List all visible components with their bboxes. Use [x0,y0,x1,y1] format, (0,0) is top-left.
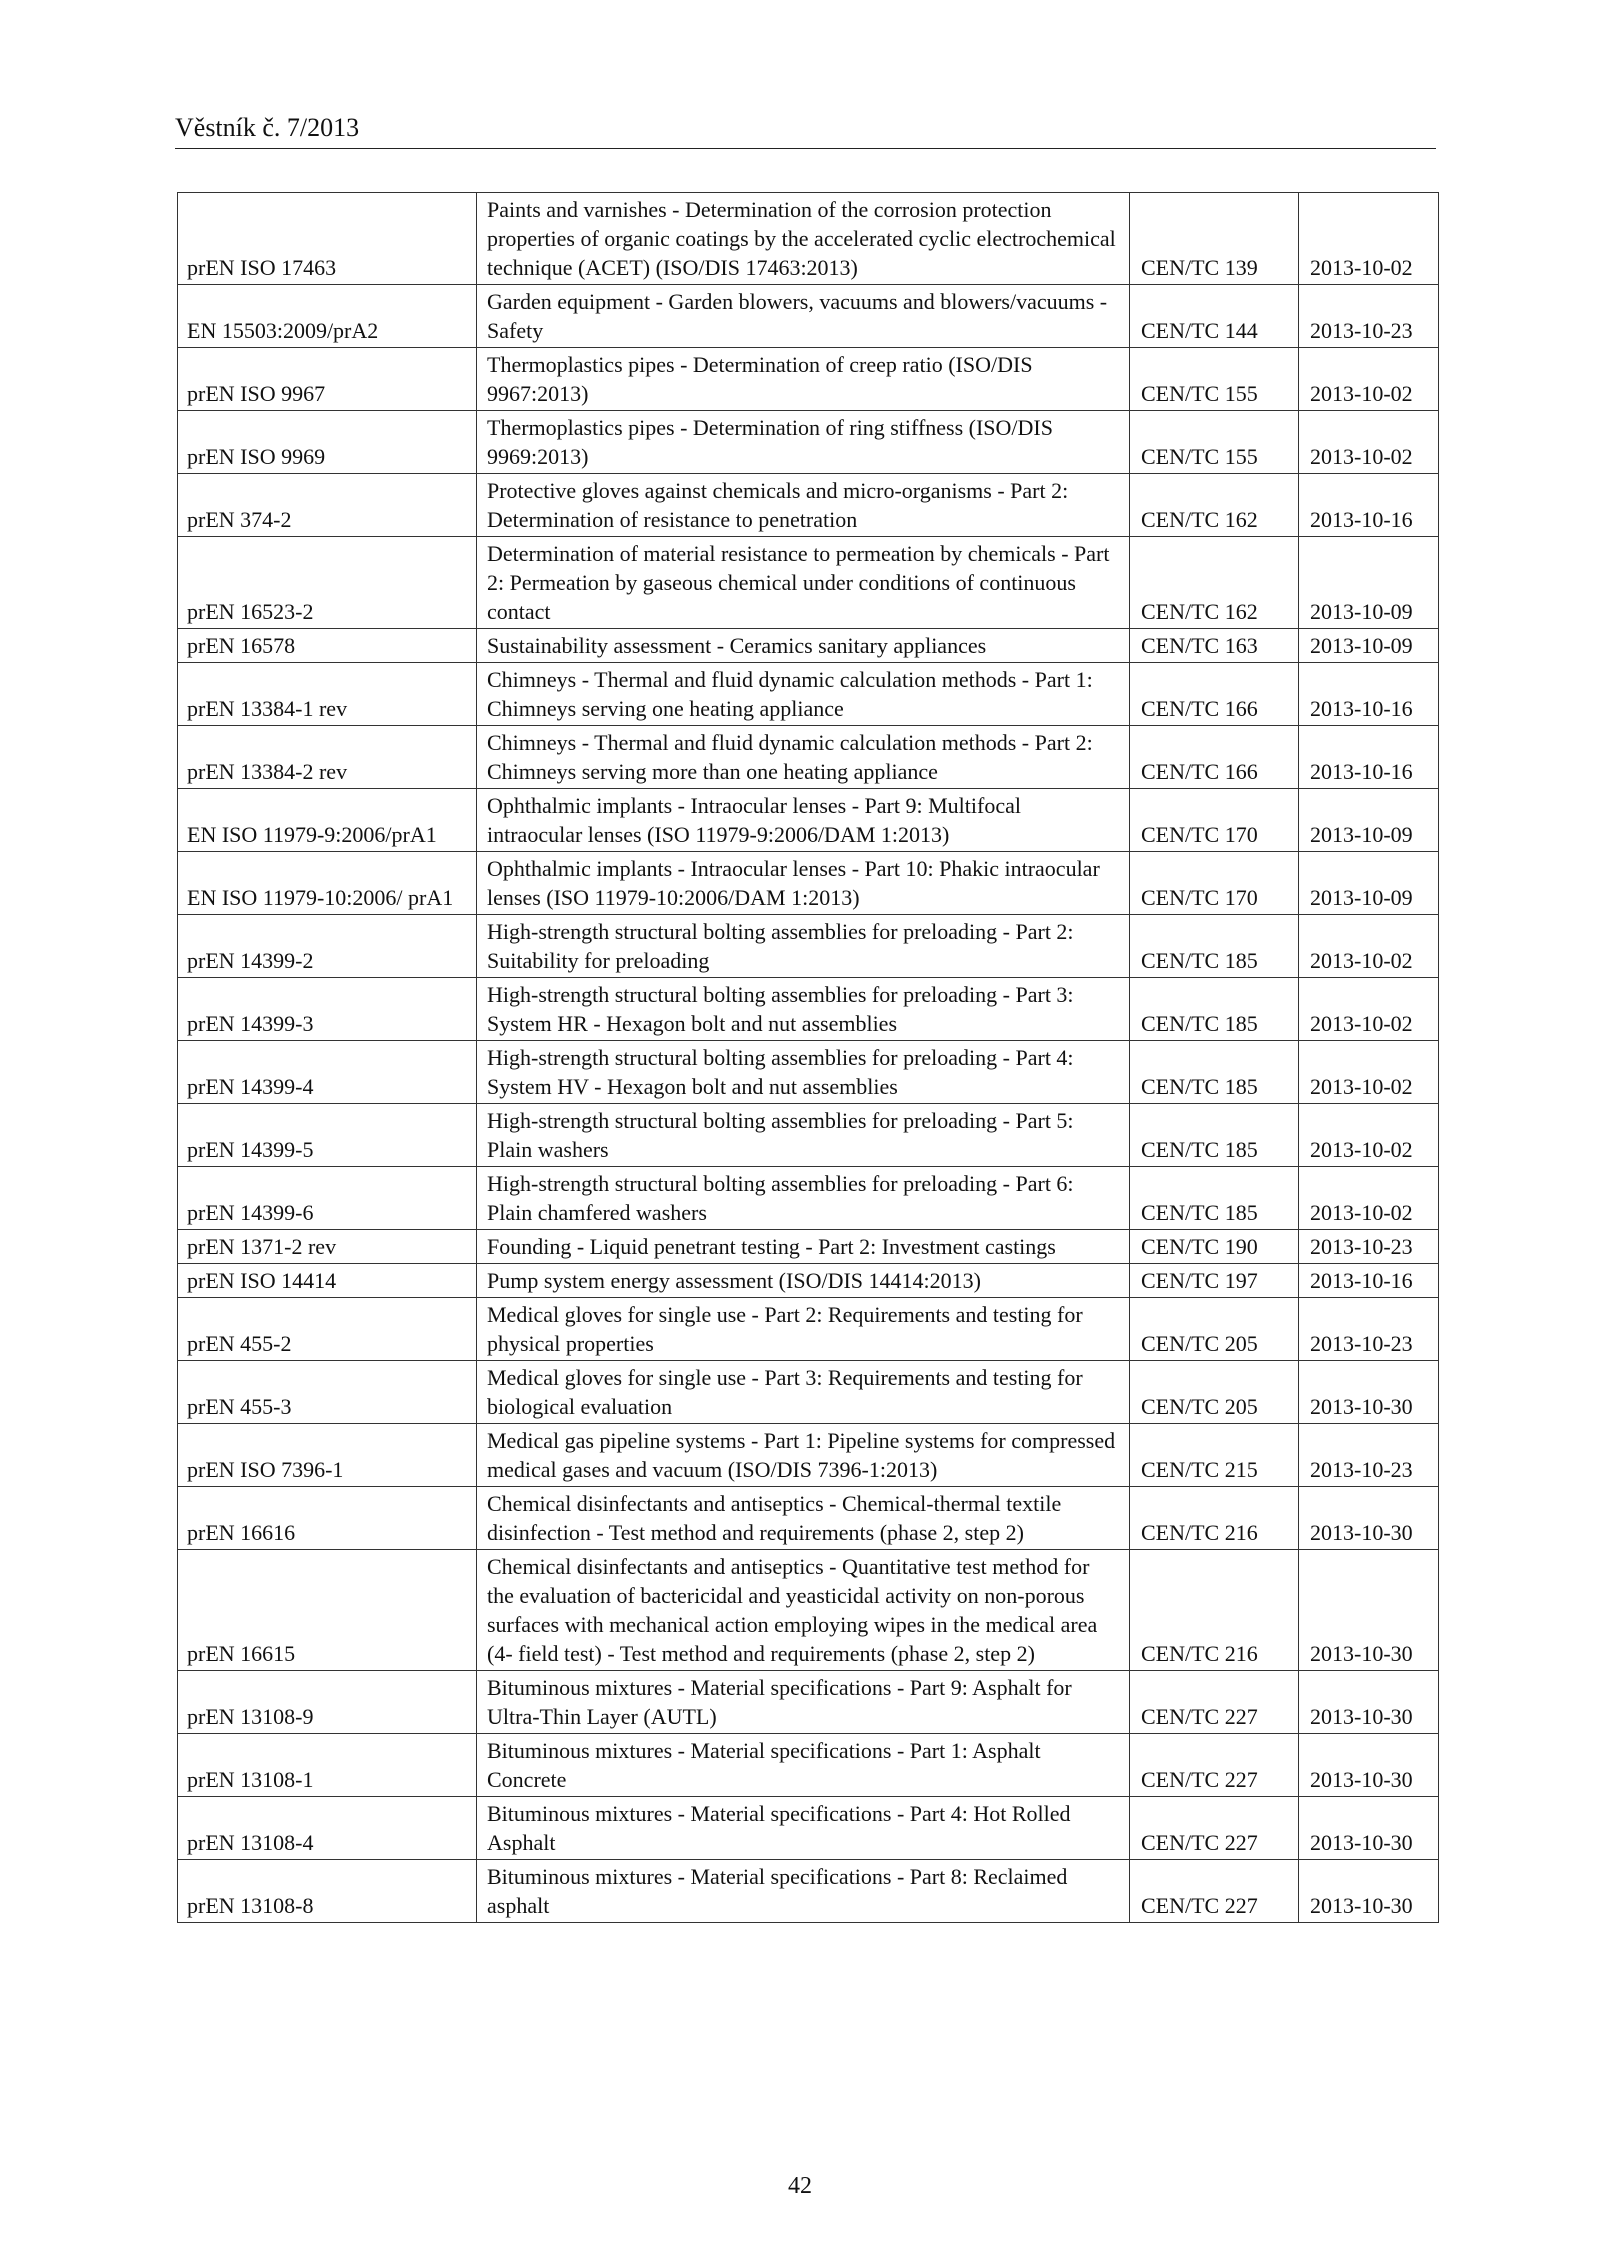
standard-number-cell: prEN 13108-1 [178,1734,477,1797]
standard-title-cell: Bituminous mixtures - Material specifications - Part 4: Hot Rolled Asphalt [477,1797,1130,1860]
table-row [178,1041,1439,1104]
standard-title-cell: Bituminous mixtures - Material specifications - Part 1: Asphalt Concrete [477,1734,1130,1797]
standard-title-cell: Thermoplastics pipes - Determination of ring stiffness (ISO/DIS 9969:2013) [477,411,1130,474]
standard-title-cell: Determination of material resistance to permeation by chemicals - Part 2: Permeation by gaseous chemical under conditions of continuous contact [477,537,1130,629]
deadline-date-cell: 2013-10-09 [1299,629,1439,663]
page-header [175,112,1436,149]
deadline-date-cell: 2013-10-30 [1299,1860,1439,1923]
table-row [178,852,1439,915]
standard-number-cell: prEN ISO 14414 [178,1264,477,1298]
standard-number-cell: prEN 14399-3 [178,978,477,1041]
deadline-date-cell: 2013-10-02 [1299,1041,1439,1104]
standard-title-cell: Bituminous mixtures - Material specifications - Part 9: Asphalt for Ultra-Thin Layer (AUTL) [477,1671,1130,1734]
technical-committee-cell: CEN/TC 205 [1130,1361,1299,1424]
deadline-date-cell: 2013-10-02 [1299,915,1439,978]
table-row [178,474,1439,537]
standard-number-cell: prEN ISO 9967 [178,348,477,411]
standard-title-cell: High-strength structural bolting assemblies for preloading - Part 2: Suitability for preloading [477,915,1130,978]
technical-committee-cell: CEN/TC 185 [1130,978,1299,1041]
deadline-date-cell: 2013-10-30 [1299,1487,1439,1550]
technical-committee-cell: CEN/TC 166 [1130,663,1299,726]
table-row [178,1230,1439,1264]
technical-committee-cell: CEN/TC 163 [1130,629,1299,663]
standard-title-cell: Medical gas pipeline systems - Part 1: Pipeline systems for compressed medical gases and vacuum (ISO/DIS 7396-1:2013) [477,1424,1130,1487]
standard-number-cell: prEN 13108-4 [178,1797,477,1860]
standard-title-cell: Garden equipment - Garden blowers, vacuums and blowers/vacuums - Safety [477,285,1130,348]
deadline-date-cell: 2013-10-02 [1299,1104,1439,1167]
technical-committee-cell: CEN/TC 185 [1130,1167,1299,1230]
standard-title-cell: Medical gloves for single use - Part 3: Requirements and testing for biological evaluation [477,1361,1130,1424]
page-number: 42 [788,2173,812,2199]
deadline-date-cell: 2013-10-09 [1299,537,1439,629]
table-row [178,726,1439,789]
deadline-date-cell: 2013-10-16 [1299,663,1439,726]
deadline-date-cell: 2013-10-30 [1299,1734,1439,1797]
technical-committee-cell: CEN/TC 216 [1130,1487,1299,1550]
table-row [178,1264,1439,1298]
standard-number-cell: prEN ISO 9969 [178,411,477,474]
standard-number-cell: prEN 14399-5 [178,1104,477,1167]
bulletin-title: Věstník č. 7/2013 [175,113,360,142]
technical-committee-cell: CEN/TC 170 [1130,852,1299,915]
technical-committee-cell: CEN/TC 216 [1130,1550,1299,1671]
deadline-date-cell: 2013-10-02 [1299,1167,1439,1230]
standard-title-cell: Ophthalmic implants - Intraocular lenses - Part 9: Multifocal intraocular lenses (ISO 11979-9:2006/DAM 1:2013) [477,789,1130,852]
table-row [178,193,1439,285]
deadline-date-cell: 2013-10-30 [1299,1550,1439,1671]
standard-number-cell: prEN 16523-2 [178,537,477,629]
standard-title-cell: Chemical disinfectants and antiseptics - Chemical-thermal textile disinfection - Test method and requirements (phase 2, step 2) [477,1487,1130,1550]
technical-committee-cell: CEN/TC 215 [1130,1424,1299,1487]
table-row [178,1104,1439,1167]
technical-committee-cell: CEN/TC 185 [1130,1041,1299,1104]
technical-committee-cell: CEN/TC 162 [1130,537,1299,629]
standard-number-cell: prEN 14399-2 [178,915,477,978]
standard-title-cell: Sustainability assessment - Ceramics sanitary appliances [477,629,1130,663]
standard-title-cell: Founding - Liquid penetrant testing - Part 2: Investment castings [477,1230,1130,1264]
standard-title-cell: Thermoplastics pipes - Determination of creep ratio (ISO/DIS 9967:2013) [477,348,1130,411]
table-row [178,1361,1439,1424]
deadline-date-cell: 2013-10-23 [1299,1298,1439,1361]
deadline-date-cell: 2013-10-02 [1299,411,1439,474]
deadline-date-cell: 2013-10-09 [1299,852,1439,915]
table-row [178,1167,1439,1230]
deadline-date-cell: 2013-10-16 [1299,1264,1439,1298]
standard-number-cell: EN ISO 11979-10:2006/ prA1 [178,852,477,915]
standard-title-cell: Protective gloves against chemicals and micro-organisms - Part 2: Determination of resistance to penetration [477,474,1130,537]
technical-committee-cell: CEN/TC 227 [1130,1734,1299,1797]
standards-table-body [178,193,1439,1923]
deadline-date-cell: 2013-10-30 [1299,1361,1439,1424]
standards-table [177,192,1439,1923]
technical-committee-cell: CEN/TC 144 [1130,285,1299,348]
standard-number-cell: prEN 14399-6 [178,1167,477,1230]
table-row [178,1860,1439,1923]
technical-committee-cell: CEN/TC 190 [1130,1230,1299,1264]
standard-number-cell: prEN ISO 7396-1 [178,1424,477,1487]
technical-committee-cell: CEN/TC 162 [1130,474,1299,537]
standard-title-cell: Bituminous mixtures - Material specifications - Part 8: Reclaimed asphalt [477,1860,1130,1923]
technical-committee-cell: CEN/TC 139 [1130,193,1299,285]
standard-number-cell: prEN 13384-1 rev [178,663,477,726]
standard-title-cell: Ophthalmic implants - Intraocular lenses - Part 10: Phakic intraocular lenses (ISO 11979-10:2006/DAM 1:2013) [477,852,1130,915]
technical-committee-cell: CEN/TC 170 [1130,789,1299,852]
technical-committee-cell: CEN/TC 227 [1130,1671,1299,1734]
table-row [178,411,1439,474]
standard-number-cell: prEN 16616 [178,1487,477,1550]
standard-number-cell: prEN 13108-9 [178,1671,477,1734]
technical-committee-cell: CEN/TC 185 [1130,915,1299,978]
table-row [178,978,1439,1041]
technical-committee-cell: CEN/TC 227 [1130,1797,1299,1860]
standard-title-cell: High-strength structural bolting assemblies for preloading - Part 4: System HV - Hexagon bolt and nut assemblies [477,1041,1130,1104]
deadline-date-cell: 2013-10-30 [1299,1671,1439,1734]
technical-committee-cell: CEN/TC 205 [1130,1298,1299,1361]
deadline-date-cell: 2013-10-02 [1299,348,1439,411]
standard-number-cell: EN 15503:2009/prA2 [178,285,477,348]
deadline-date-cell: 2013-10-16 [1299,474,1439,537]
table-row [178,1424,1439,1487]
standard-number-cell: prEN 455-2 [178,1298,477,1361]
deadline-date-cell: 2013-10-23 [1299,285,1439,348]
technical-committee-cell: CEN/TC 185 [1130,1104,1299,1167]
technical-committee-cell: CEN/TC 155 [1130,411,1299,474]
table-row [178,915,1439,978]
standard-number-cell: prEN 16615 [178,1550,477,1671]
technical-committee-cell: CEN/TC 197 [1130,1264,1299,1298]
deadline-date-cell: 2013-10-30 [1299,1797,1439,1860]
standard-title-cell: Chimneys - Thermal and fluid dynamic calculation methods - Part 2: Chimneys serving more than one heating appliance [477,726,1130,789]
deadline-date-cell: 2013-10-02 [1299,978,1439,1041]
table-row [178,1550,1439,1671]
standard-number-cell: EN ISO 11979-9:2006/prA1 [178,789,477,852]
table-row [178,1734,1439,1797]
technical-committee-cell: CEN/TC 155 [1130,348,1299,411]
technical-committee-cell: CEN/TC 166 [1130,726,1299,789]
standard-number-cell: prEN 13384-2 rev [178,726,477,789]
standard-title-cell: Chimneys - Thermal and fluid dynamic calculation methods - Part 1: Chimneys serving one heating appliance [477,663,1130,726]
standard-number-cell: prEN 14399-4 [178,1041,477,1104]
deadline-date-cell: 2013-10-16 [1299,726,1439,789]
deadline-date-cell: 2013-10-09 [1299,789,1439,852]
standard-title-cell: Medical gloves for single use - Part 2: Requirements and testing for physical properties [477,1298,1130,1361]
deadline-date-cell: 2013-10-23 [1299,1230,1439,1264]
standard-title-cell: High-strength structural bolting assemblies for preloading - Part 3: System HR - Hexagon bolt and nut assemblies [477,978,1130,1041]
table-row [178,629,1439,663]
standard-number-cell: prEN 16578 [178,629,477,663]
standard-number-cell: prEN 13108-8 [178,1860,477,1923]
technical-committee-cell: CEN/TC 227 [1130,1860,1299,1923]
table-row [178,663,1439,726]
standard-number-cell: prEN 1371-2 rev [178,1230,477,1264]
table-row [178,1671,1439,1734]
table-row [178,1797,1439,1860]
table-row [178,1298,1439,1361]
standard-title-cell: High-strength structural bolting assemblies for preloading - Part 6: Plain chamfered washers [477,1167,1130,1230]
deadline-date-cell: 2013-10-02 [1299,193,1439,285]
table-row [178,348,1439,411]
standard-title-cell: Chemical disinfectants and antiseptics - Quantitative test method for the evaluation of bactericidal and yeasticidal activity on non-porous surfaces with mechanical action employing wipes in the medical area (4- field test) - Test method and requirements (phase 2, step 2) [477,1550,1130,1671]
table-row [178,285,1439,348]
standard-title-cell: Pump system energy assessment (ISO/DIS 14414:2013) [477,1264,1130,1298]
table-row [178,789,1439,852]
standard-number-cell: prEN ISO 17463 [178,193,477,285]
standard-title-cell: High-strength structural bolting assemblies for preloading - Part 5: Plain washers [477,1104,1130,1167]
deadline-date-cell: 2013-10-23 [1299,1424,1439,1487]
table-row [178,537,1439,629]
standard-title-cell: Paints and varnishes - Determination of the corrosion protection properties of organic coatings by the accelerated cyclic electrochemical technique (ACET) (ISO/DIS 17463:2013) [477,193,1130,285]
standard-number-cell: prEN 455-3 [178,1361,477,1424]
standard-number-cell: prEN 374-2 [178,474,477,537]
table-row [178,1487,1439,1550]
